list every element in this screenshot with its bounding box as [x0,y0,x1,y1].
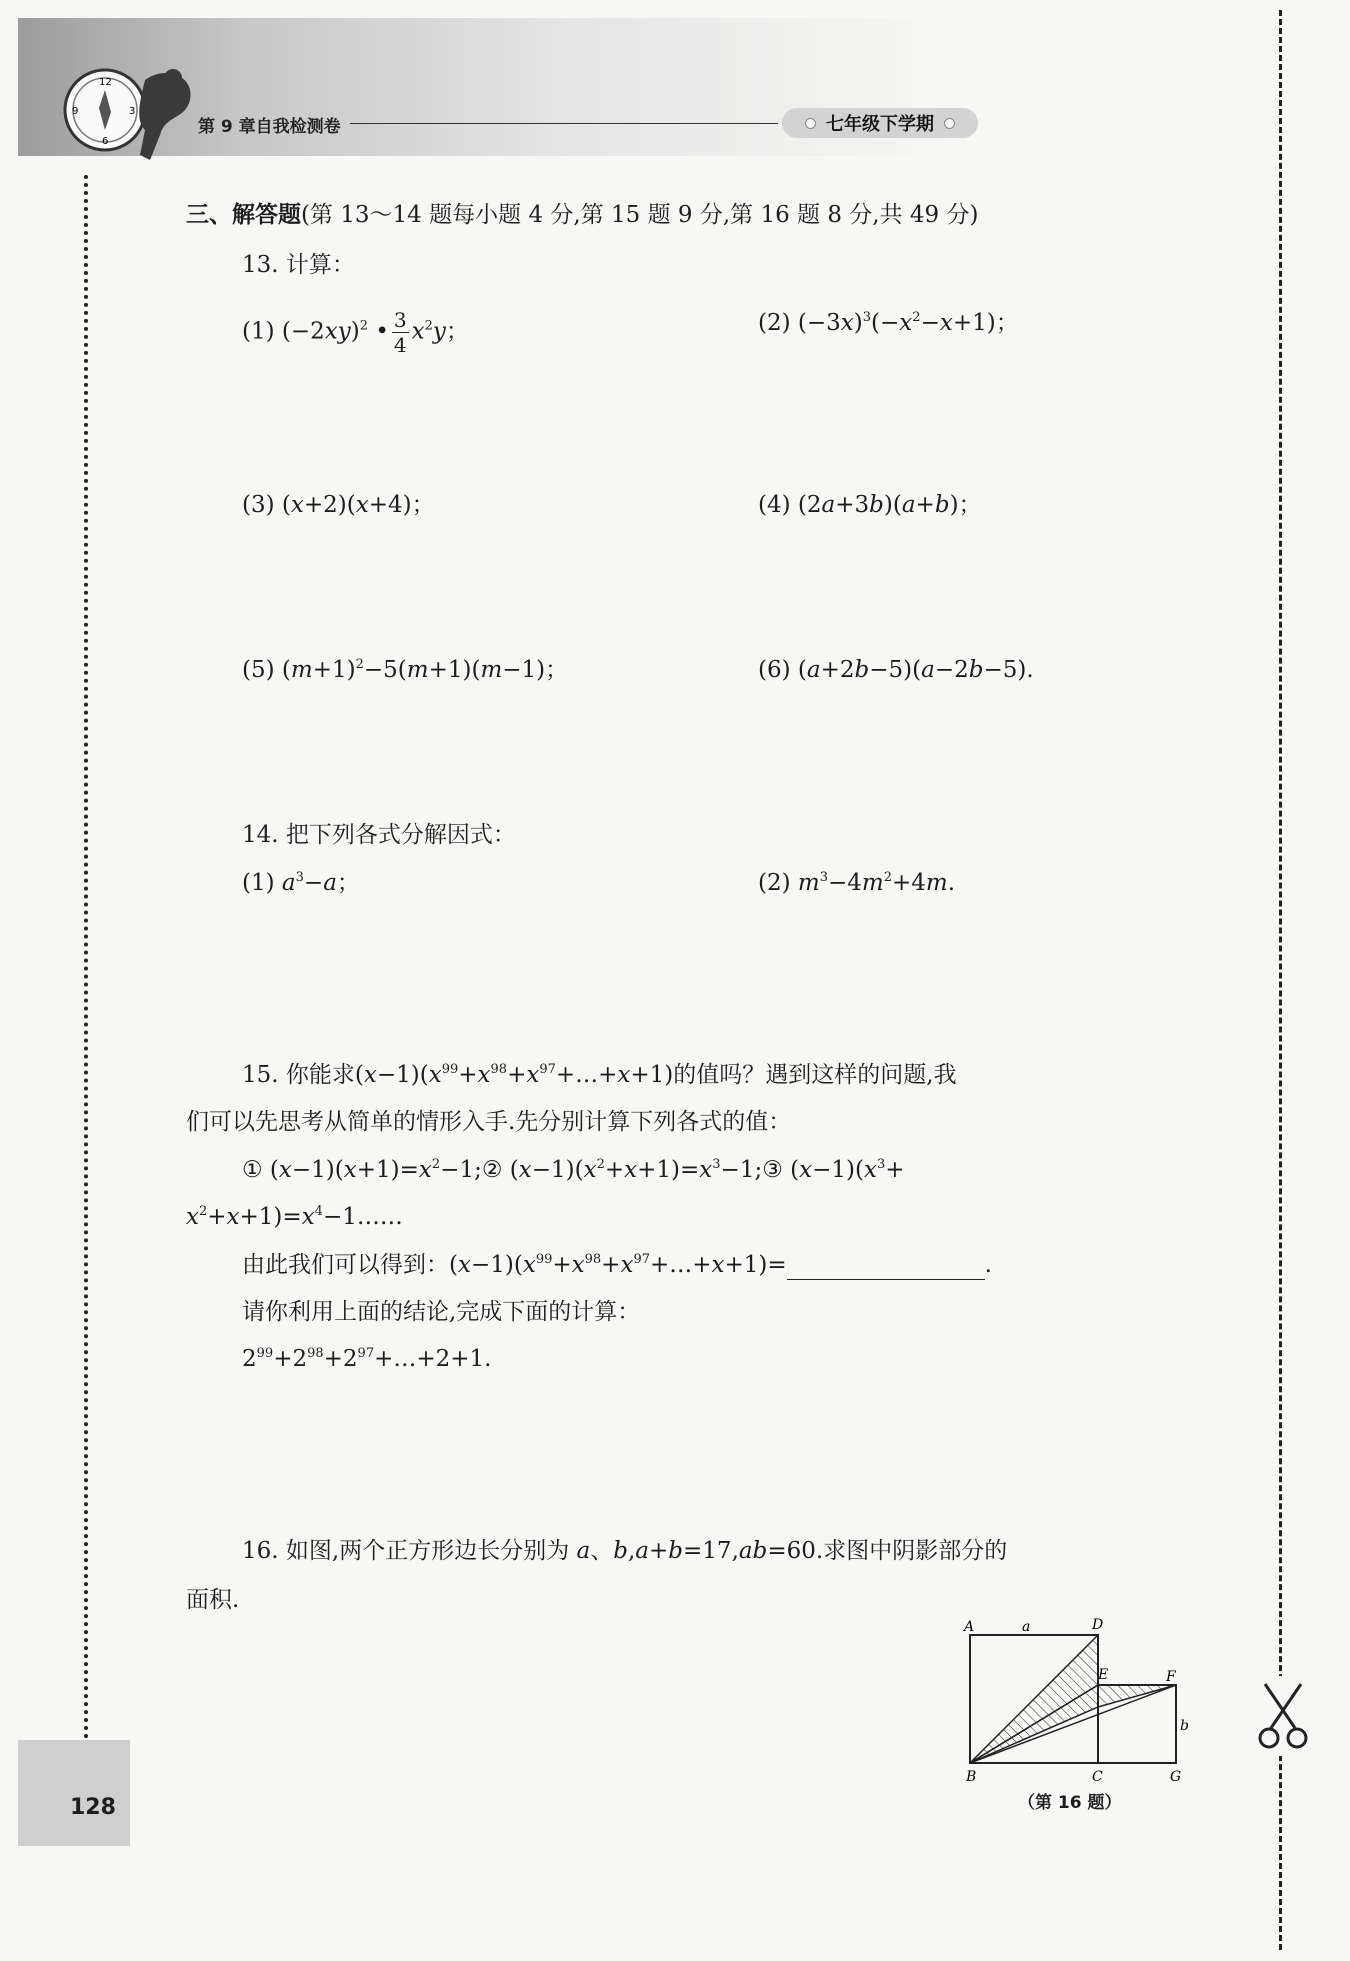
clock-number-6: 6 [102,136,109,147]
clock-number-9: 9 [72,106,79,117]
grade-label: 七年级下学期 [826,114,934,135]
q14-title: 14. 把下列各式分解因式： [242,822,516,848]
q15-intro: 15. 你能求 [242,1062,355,1088]
q16-separator: 、 [590,1538,614,1564]
q15-line6: 请你利用上面的结论,完成下面的计算： [242,1299,641,1325]
q15-conclusion-label: 由此我们可以得到： [242,1252,449,1278]
part-label: (2) [758,310,791,336]
q13-title: 13. 计算： [242,252,355,278]
header-rule [350,123,778,124]
grade-badge [782,108,978,138]
label-A: A [964,1619,975,1635]
binding-dotted-line [84,175,88,1740]
q15-line2: 们可以先思考从简单的情形入手.先分别计算下列各式的值： [186,1109,792,1135]
q13-part3: (3) (x+2)(x+4)； [242,492,435,518]
section-scoring: (第 13～14 题每小题 4 分,第 15 题 9 分,第 16 题 8 分,共 49 分) [301,202,979,228]
q16-intro-tail: .求图中阴影部分的 [815,1538,1008,1564]
circled-number: ① [242,1157,263,1183]
q15-line5: 由此我们可以得到：$(x-1)(x^{99}+x^{98}+x^{97}+\dots+x+1)=$ . [242,1252,992,1278]
fraction-denominator: 4 [393,333,407,357]
sum-value: 17 [702,1538,732,1564]
q16-intro: 16. 如图,两个正方形边长分别为 [242,1538,570,1564]
label-G: G [1170,1769,1182,1785]
label-a: a [1022,1619,1031,1635]
fraction [392,310,409,355]
label-D: D [1092,1617,1104,1633]
q13-part6: (6) (a+2b−5)(a−2b−5). [758,657,1034,683]
pill-dot-icon [944,118,955,129]
q15-line7: $2^{99}+2^{98}+2^{97}+\dots+2+1$. [242,1346,492,1372]
label-b: b [1180,1718,1189,1734]
label-F: F [1166,1669,1176,1685]
q15-line4: $x^2+x+1)=x^4-1\dots\dots$ [186,1204,403,1230]
answer-blank[interactable] [787,1255,985,1280]
fraction-numerator: 3 [393,308,407,332]
pill-dot-icon [805,118,816,129]
q14-part2: (2) $m^3-4m^2+4m$. [758,870,956,896]
part-label: (6) [758,657,791,683]
cut-dashed-line [1279,10,1282,1950]
q15-line3: ① $(x-1)(x+1)=x^2-1;②$ $(x-1)(x^2+x+1)=x^3-1;③$ $(x-1)(x^3+$ [242,1157,905,1183]
squares-figure [958,1615,1190,1785]
part-label: (1) [242,870,275,896]
ellipsis: …… [356,1204,403,1230]
label-B: B [966,1769,977,1785]
q13-part4: (4) (2a+3b)(a+b)； [758,492,982,518]
q16-line2: 面积. [186,1587,240,1613]
label-E: E [1098,1667,1109,1683]
q13-part2: (2) $(-3x)^3(-x^2-x+1)$； [758,310,1019,336]
q15-intro-tail: 的值吗？遇到这样的问题,我 [673,1062,957,1088]
part-label: (3) [242,492,275,518]
q13-part5: (5) $(m+1)^2-5(m+1)(m-1)$； [242,657,569,683]
chapter-title: 第 9 章自我检测卷 [198,117,341,137]
circled-number: ② [481,1157,503,1183]
figure-caption: （第 16 题） [1018,1793,1122,1813]
clock-number-12: 12 [99,77,112,88]
part-label: (5) [242,657,275,683]
clock-number-3: 3 [129,106,136,117]
section-title: 三、解答题 [186,202,301,228]
scissors-icon [1255,1676,1311,1756]
part-label: (1) [242,318,275,345]
q16-line1: 16. 如图,两个正方形边长分别为 a、b,a+b=17,ab=60.求图中阴影部分的 [242,1538,1008,1564]
q14-part1: (1) $a^3-a$； [242,870,360,896]
circled-number: ③ [762,1157,783,1183]
part-label: (4) [758,492,791,518]
label-C: C [1092,1769,1103,1785]
product-value: 60 [786,1538,816,1564]
part-label: (2) [758,870,791,896]
compass-clock-logo [45,60,215,170]
q15-line1: 15. 你能求$(x-1)(x^{99}+x^{98}+x^{97}+\dots+x+1)$的值吗？遇到这样的问题,我 [242,1062,957,1088]
section-heading-row [186,200,978,230]
q13-part1: (1) $(-2xy)^2$ • $\frac{3}{4}$ $x^2y$； [242,308,469,357]
page-number: 128 [70,1795,116,1820]
page-number-tab [18,1740,130,1846]
